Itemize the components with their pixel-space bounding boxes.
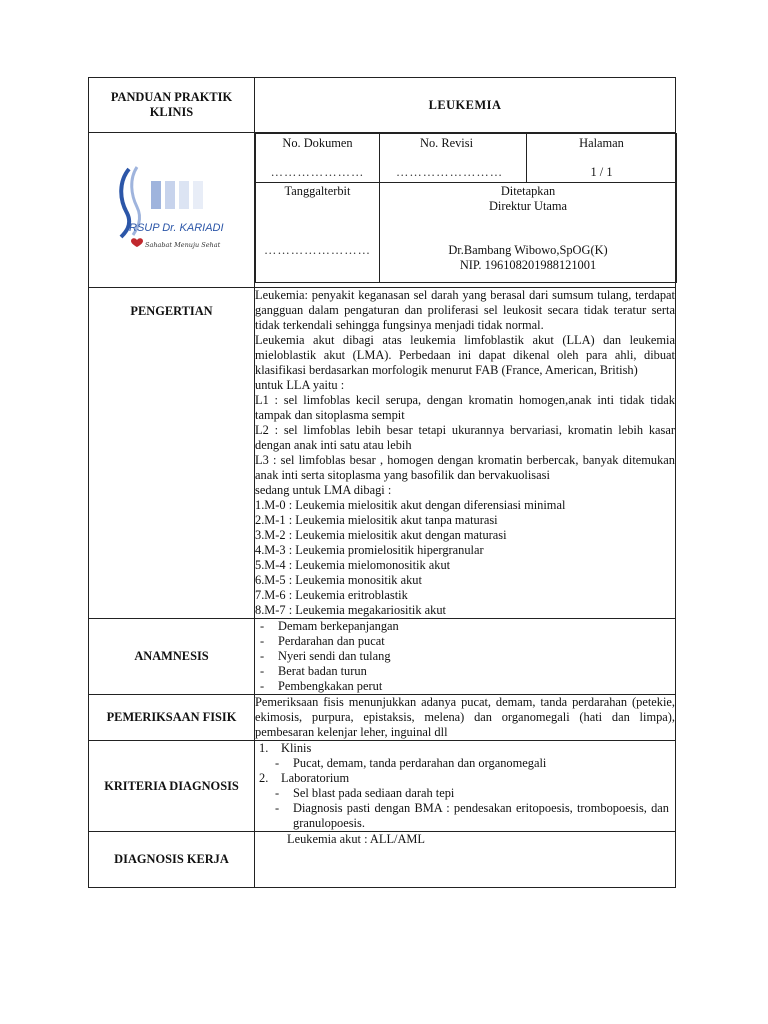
kriteria-num: 1.: [259, 741, 269, 755]
document-meta: [255, 133, 676, 288]
kriteria-label: KRITERIA DIAGNOSIS: [89, 741, 255, 832]
no-dokumen-value: …………………: [270, 165, 365, 179]
pemeriksaan-label: PEMERIKSAAN FISIK: [89, 695, 255, 741]
anamnesis-item: - Demam berkepanjangan: [260, 619, 675, 634]
anamnesis-item: - Pembengkakan perut: [260, 679, 675, 694]
kriteria-content: [255, 741, 676, 832]
pengertian-paragraph: L3 : sel limfoblas besar , homogen dengan kromatin berbercak, banyak ditemukan anak inti serta sitoplasma yang basofilik dan bervakuolisasi: [255, 453, 675, 482]
signer-name: Dr.Bambang Wibowo,SpOG(K): [448, 243, 608, 257]
no-dokumen-label: No. Dokumen: [282, 136, 353, 150]
no-revisi-label: No. Revisi: [420, 136, 474, 150]
logo-ribbon-icon: [121, 169, 129, 237]
lma-class-item: 3.M-2 : Leukemia mielositik akut dengan maturasi: [255, 528, 507, 542]
diagnosis-kerja-content: Leukemia akut : ALL/AML: [255, 832, 676, 888]
pengertian-label: PENGERTIAN: [89, 288, 255, 619]
pengertian-paragraph: L2 : sel limfoblas lebih besar tetapi ukurannya bervariasi, kromatin lebih kasar dengan anak inti satu atau lebih: [255, 423, 675, 452]
kriteria-sub-item: - Diagnosis pasti dengan BMA : pendesakan eritopoesis, trombopoesis, dan granulopoesis.: [275, 801, 669, 831]
anamnesis-label: ANAMNESIS: [89, 619, 255, 695]
lma-class-item: 2.M-1 : Leukemia mielositik akut tanpa maturasi: [255, 513, 498, 527]
pengertian-paragraph: sedang untuk LMA dibagi :: [255, 483, 392, 497]
meta-table: [255, 133, 677, 283]
ditetapkan-label: Ditetapkan: [500, 184, 556, 198]
direktur-label: Direktur Utama: [488, 199, 568, 213]
anamnesis-content: [255, 619, 676, 695]
guideline-type-label: PANDUAN PRAKTIK KLINIS: [89, 78, 255, 133]
pengertian-paragraph: L1 : sel limfoblas kecil serupa, dengan kromatin homogen,anak inti tidak tidak tampak dan sitoplasma sempit: [255, 393, 675, 422]
logo-tagline: Sahabat Menuju Sehat: [145, 241, 221, 249]
kriteria-sub-item: - Pucat, demam, tanda perdarahan dan organomegali: [275, 756, 669, 771]
logo-name: RSUP Dr. KARIADI: [129, 222, 224, 234]
diagnosis-kerja-label: DIAGNOSIS KERJA: [89, 832, 255, 888]
hospital-logo: [89, 133, 255, 283]
lma-class-item: 6.M-5 : Leukemia monositik akut: [255, 573, 422, 587]
kriteria-title: Klinis: [281, 741, 312, 755]
lma-class-item: 1.M-0 : Leukemia mielositik akut dengan diferensiasi minimal: [255, 498, 566, 512]
clinical-guideline-table: [88, 77, 676, 888]
kriteria-title: Laboratorium: [281, 771, 350, 785]
anamnesis-item: - Nyeri sendi dan tulang: [260, 649, 675, 664]
signer-nip: NIP. 196108201988121001: [459, 258, 597, 272]
lma-class-item: 4.M-3 : Leukemia promielositik hipergranular: [255, 543, 484, 557]
tanggal-terbit-value: ……………………: [263, 243, 372, 257]
lma-class-item: 5.M-4 : Leukemia mielomonositik akut: [255, 558, 451, 572]
anamnesis-item: - Perdarahan dan pucat: [260, 634, 675, 649]
no-revisi-value: ……………………: [396, 165, 504, 179]
pemeriksaan-content: Pemeriksaan fisis menunjukkan adanya pucat, demam, tanda perdarahan (petekie, ekimosis, purpura, epistaksis, melena) dan organomegali (hati dan limpa), pembesaran kelenjar leher, inguinal dll: [255, 695, 675, 739]
tanggal-terbit-label: Tanggalterbit: [284, 184, 351, 198]
pengertian-paragraph: Leukemia: penyakit keganasan sel darah yang berasal dari sumsum tulang, terdapat gangguan dalam pengaturan dan proliferasi sel leukosit secara tidak teratur serta tidak terkendali sehingga fungsinya menjadi tidak normal.: [255, 288, 675, 332]
kriteria-sub-item: - Sel blast pada sediaan darah tepi: [275, 786, 669, 801]
pengertian-paragraph: Leukemia akut dibagi atas leukemia limfoblastik akut (LLA) dan leukemia mieloblastik akut (LMA). Perbedaan ini dapat dikenal oleh para ahli, dibuat klasifikasi berdasarkan morfologik menurut FAB (France, American, British): [255, 333, 675, 377]
halaman-value: 1 / 1: [590, 165, 613, 179]
document-title: LEUKEMIA: [255, 78, 676, 133]
kriteria-num: 2.: [259, 771, 269, 785]
lma-class-item: 7.M-6 : Leukemia eritroblastik: [255, 588, 408, 602]
logo-cell: [89, 133, 255, 288]
anamnesis-item: - Berat badan turun: [260, 664, 675, 679]
heart-icon: [131, 238, 143, 247]
pengertian-paragraph: untuk LLA yaitu :: [255, 378, 345, 392]
lma-class-item: 8.M-7 : Leukemia megakariositik akut: [255, 603, 446, 617]
halaman-label: Halaman: [579, 136, 624, 150]
pengertian-content: [255, 288, 676, 619]
